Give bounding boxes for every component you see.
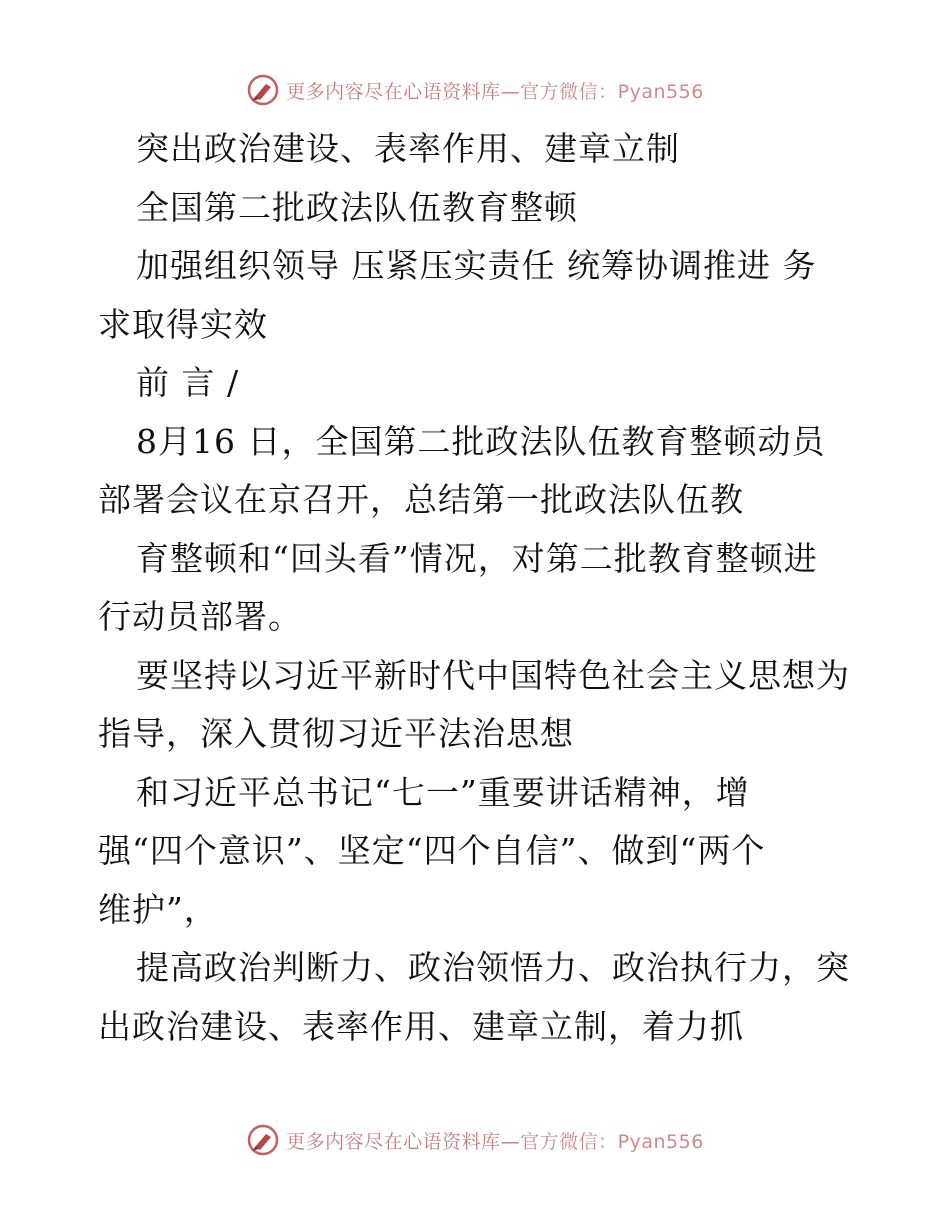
body-line: 行动员部署。 [98, 597, 302, 636]
body-line: 强“四个意识”、坚定“四个自信”、做到“两个 [98, 831, 766, 870]
body-line: 全国第二批政法队伍教育整顿 [136, 187, 578, 227]
body-line: 前 言 / [136, 363, 240, 402]
body-line: 出政治建设、表率作用、建章立制，着力抓 [98, 1006, 744, 1046]
pen-nib-logo-icon [246, 73, 280, 107]
footer-watermark [0, 1120, 950, 1160]
body-line: 育整顿和“回头看”情况，对第二批教育整顿进 [136, 538, 818, 578]
body-line: 提高政治判断力、政治领悟力、政治执行力，突 [136, 948, 850, 987]
body-line: 要坚持以习近平新时代中国特色社会主义思想为 [136, 655, 850, 695]
watermark-text: 更多内容尽在心语资料库—官方微信：Pyan556 [286, 80, 704, 103]
pen-nib-logo-icon [246, 1123, 280, 1157]
watermark-text: 更多内容尽在心语资料库—官方微信：Pyan556 [286, 1130, 704, 1153]
document-body [98, 120, 858, 1056]
body-line: 8月16 日，全国第二批政法队伍教育整顿动员 [136, 421, 826, 461]
body-line: 突出政治建设、表率作用、建章立制 [136, 129, 680, 168]
body-line: 和习近平总书记“七一”重要讲话精神，增 [136, 772, 750, 812]
body-line: 维护”， [98, 889, 218, 929]
body-line: 加强组织领导 压紧压实责任 统筹协调推进 务 [136, 246, 817, 285]
body-line: 指导，深入贯彻习近平法治思想 [98, 714, 574, 753]
header-watermark [0, 70, 950, 110]
body-line: 求取得实效 [98, 304, 268, 344]
body-line: 部署会议在京召开，总结第一批政法队伍教 [98, 480, 744, 519]
